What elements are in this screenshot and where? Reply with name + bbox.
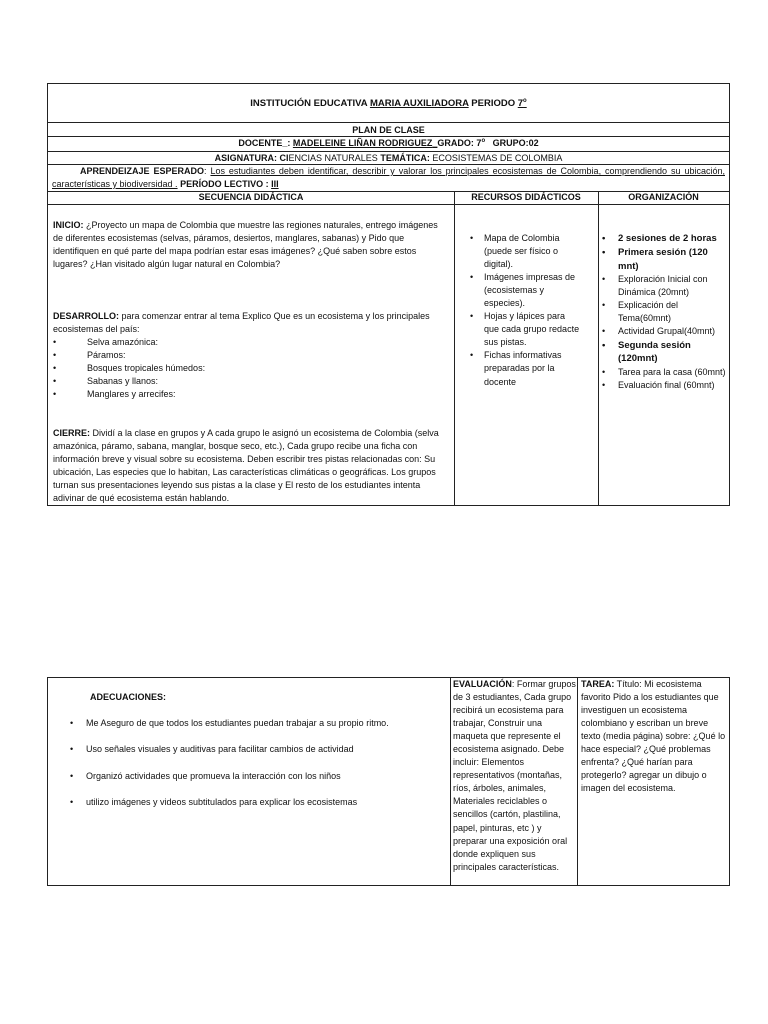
evaluacion-text: : Formar grupos de 3 estudiantes, Cada grupo recibirá un ecosistema para trabajar, Construir una maqueta que represente el ecosistema asignado. Debe incluir: Elementos representativos (montañas, ríos, árboles, animales, Materiales reciclables o sencillos (cartón, plastilina, papel, pinturas, etc ) y preparar una exposición oral donde expliquen sus principales características. [453,679,576,872]
tarea-text: Título: Mi ecosistema favorito Pido a los estudiantes que investiguen un ecosistema colombiano y escriban un breve texto (media página) sobre: ¿Qué lo hace especial? ¿Qué problemas enfrenta? ¿Qué harían para protegerlo? agregar un dibujo o imagen del ecosistema. [581,679,726,794]
inicio-label: INICIO: [53,220,84,230]
list-item: • Hojas y lápices para que cada grupo redacte sus pistas. [464,310,580,349]
aprendizaje-label: APRENDEIZAJE ESPERADO [80,166,204,176]
list-item: • Tarea para la casa (60mnt) [598,366,727,379]
docente-after: _ [432,138,438,148]
docente-row [48,137,729,150]
tarea-cell [581,678,729,795]
list-item: • Actividad Grupal(40mnt) [598,325,727,338]
adecuaciones-table [47,677,730,886]
list-item: • Bosques tropicales húmedos: [53,363,206,374]
adecuaciones-cell [48,678,450,885]
periodo-lectivo-label: PERÍODO LECTIVO : [180,179,269,190]
list-item: • Manglares y arrecifes: [53,389,176,400]
desarrollo-text: para comenzar entrar al tema Explico Que es un ecosistema y los principales ecosistemas del país: [53,311,430,335]
evaluacion-label: EVALUACIÓN [453,679,512,689]
grado-sup: o [481,138,486,144]
tematica-label: TEMÁTICA: [380,153,430,163]
institution-name: MARIA AUXILIADORA [369,98,469,110]
list-item: • Primera sesión (120 mnt) [598,246,727,274]
list-item: • Explicación del Tema(60mnt) [598,299,727,325]
docente-sep: _: [282,138,291,148]
organizacion-list [598,232,727,392]
list-item: • Segunda sesión (120mnt) [598,339,727,367]
institution-heading [48,97,729,111]
inicio-section [53,219,449,271]
col-header-secuencia: SECUENCIA DIDÁCTICA [198,192,304,202]
plan-table [47,83,730,506]
desarrollo-section [53,310,449,401]
cierre-section [53,427,449,505]
aprendizaje-colon: : [203,166,207,176]
asignatura-value: ENCIAS NATURALES [288,153,378,163]
list-item: • utilizo imágenes y videos subtitulados para explicar los ecosistemas [48,796,450,809]
recursos-list [464,232,580,389]
list-item: • Imágenes impresas de (ecosistemas y especies). [464,271,580,310]
ecosistemas-list [53,336,449,401]
list-item: • Uso señales visuales y auditivas para facilitar cambios de actividad [48,743,450,756]
aprendizaje-text: Los estudiantes deben identificar, describir y valorar los principales ecosistemas de Colombia, comprendiendo su ubicación, características y biodiversidad . [52,166,725,190]
periodo-label: PERIODO [471,98,516,110]
inicio-text: ¿Proyecto un mapa de Colombia que muestre las regiones naturales, entrego imágenes de diferentes ecosistemas (selvas, páramos, desiertos, manglares, sabanas) y Pido que identifiquen en qué parte del mapa podrían estar esas imágenes? ¿Qué saben sobre estos lugares? ¿Han visitado algún lugar natural en Colombia? [53,220,438,270]
col-header-recursos: RECURSOS DIDÁCTICOS [471,192,581,202]
list-item: • Sabanas y llanos: [53,376,159,387]
aprendizaje-block [52,165,725,191]
col-header-organizacion: ORGANIZACIÓN [628,192,699,202]
list-item: • Me Aseguro de que todos los estudiantes puedan trabajar a su propio ritmo. [48,717,450,730]
list-item: • Fichas informativas preparadas por la docente [464,349,580,388]
list-item: • Páramos: [53,350,126,361]
desarrollo-label: DESARROLLO: [53,311,119,321]
docente-label: DOCENTE [238,138,283,148]
grado-label: GRADO: 7 [437,138,482,148]
periodo-lectivo-value: III [271,179,279,190]
list-item: • Organizó actividades que promueva la interacción con los niños [48,770,450,783]
list-item: • Evaluación final (60mnt) [598,379,727,392]
institution-prefix: INSTITUCIÓN EDUCATIVA [250,98,368,110]
tarea-label: TAREA: [581,679,615,689]
docente-name: MADELEINE LIÑAN RODRIGUEZ [292,138,433,148]
evaluacion-cell [453,678,576,874]
list-item: • Mapa de Colombia (puede ser físico o digital). [464,232,580,271]
list-item: • 2 sesiones de 2 horas [598,232,727,246]
tematica-value: ECOSISTEMAS DE COLOMBIA [432,153,563,163]
cierre-label: CIERRE: [53,428,91,438]
periodo-value: 7 [517,98,524,110]
grupo-value: GRUPO:02 [492,138,539,148]
list-item: • Exploración Inicial con Dinámica (20mnt) [598,273,727,299]
adecuaciones-title: ADECUACIONES: [90,692,167,702]
plan-title: PLAN DE CLASE [352,125,425,135]
list-item: • Selva amazónica: [53,337,159,348]
asignatura-label: ASIGNATURA: CI [214,153,289,163]
periodo-sup: o [523,98,527,104]
cierre-text: Dividí a la clase en grupos y A cada grupo le asignó un ecosistema de Colombia (selva amazónica, páramo, sabana, manglar, bosque seco, etc.), Cada grupo recibe una ficha con información breve y visual sobre su ecosistema. Deben escribir tres pistas relacionadas con: Su ubicación, Las especies que lo habitan, Las características climáticas o geográficas. Los grupos turnan sus presentaciones leyendo sus pistas a la clase y El resto de los estudiantes intenta adivinar de qué ecosistema están hablando. [53,428,439,504]
